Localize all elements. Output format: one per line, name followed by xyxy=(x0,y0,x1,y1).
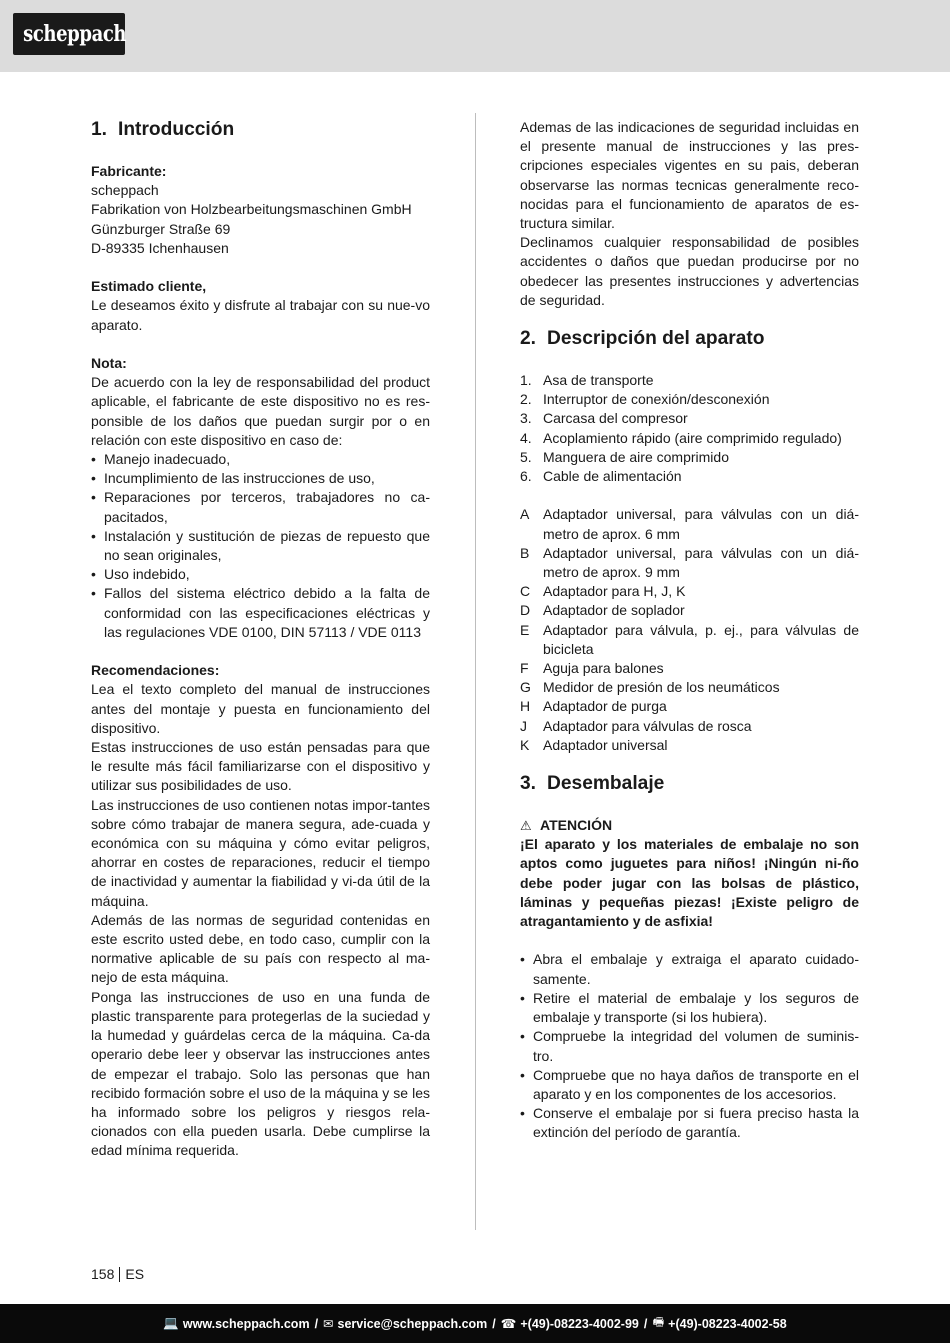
bullet-marker: • xyxy=(520,989,525,1006)
list-marker: 2. xyxy=(520,391,532,408)
bullet-text: Instalación y sustitución de piezas de repuesto que no sean originales, xyxy=(104,527,430,564)
header-band xyxy=(0,0,950,72)
warning-text: ¡El aparato y los materiales de embalaje no son aptos como juguetes para niños! ¡Ningún ni-ño debe poder jugar con las bolsas de plástico, láminas y pequeñas piezas! ¡Existe peligro de atragantamiento y de asfixia! xyxy=(520,836,859,930)
footer-separator: / xyxy=(314,1316,319,1331)
brand-logo-text: scheppach xyxy=(23,21,127,47)
section-3-number: 3. xyxy=(520,773,537,795)
list-text: Cable de alimentación xyxy=(543,468,682,485)
section-1-number: 1. xyxy=(91,119,108,140)
section-1-title: Introducción xyxy=(118,119,235,140)
numbered-part-item xyxy=(520,429,859,448)
lettered-parts-list xyxy=(520,505,859,755)
fabricante-line: Günzburger Straße 69 xyxy=(91,220,231,237)
nota-text: De acuerdo con la ley de responsabilidad del product aplicable, el fabricante de este dispositivo no es res-ponsible de los daños que puedan surgir por o en relación con este dispositivo en caso de: xyxy=(91,374,430,448)
warning-triangle-icon: ⚠ xyxy=(520,818,532,834)
page-number-value: 158 xyxy=(91,1266,115,1282)
nota-bullet-list xyxy=(91,450,430,642)
list-text: Carcasa del compresor xyxy=(543,410,688,427)
nota-label: Nota: xyxy=(91,355,127,371)
numbered-part-item xyxy=(520,371,859,390)
lettered-part-item xyxy=(520,601,859,620)
nota-bullet-item xyxy=(91,584,430,642)
lettered-part-item xyxy=(520,505,859,543)
list-marker: 3. xyxy=(520,410,532,427)
recomendaciones-paragraph: Ponga las instrucciones de uso en una funda de plastic transparente para protegerlas de la suciedad y la humedad y guárdelas cerca de la máquina. Ca-da operario debe leer y observar las instrucciones antes de empezar el trabajo. Solo las personas que han recibido formación sobre el uso de la máquina y se les ha informado sobre los peligros y riesgos rela-cionados con ella pueden usarla. Debe cumplirse la edad mínima requerida. xyxy=(91,988,430,1159)
bullet-text: Fallos del sistema eléctrico debido a la falta de conformidad con las especificaciones eléctricas y las regulaciones VDE 0100, DIN 57113 / VDE 0113 xyxy=(104,585,430,640)
list-marker: D xyxy=(520,602,531,619)
numbered-part-item xyxy=(520,467,859,486)
lettered-part-item xyxy=(520,659,859,678)
list-marker: A xyxy=(520,506,530,523)
unpack-bullet-item xyxy=(520,1104,859,1142)
bullet-marker: • xyxy=(520,1105,525,1122)
unpack-bullet-item xyxy=(520,989,859,1027)
lettered-part-item xyxy=(520,717,859,736)
numbered-part-item xyxy=(520,448,859,467)
fabricante-line: Fabrikation von Holzbearbeitungsmaschinen GmbH xyxy=(91,201,412,218)
list-marker: 6. xyxy=(520,468,532,485)
footer-email[interactable]: service@scheppach.com xyxy=(337,1316,488,1331)
cliente-label: Estimado cliente, xyxy=(91,278,207,295)
nota-bullet-item xyxy=(91,527,430,565)
list-marker: 5. xyxy=(520,448,532,465)
section-1-heading xyxy=(91,118,430,142)
list-text: Asa de transporte xyxy=(543,372,654,389)
list-text: Adaptador de soplador xyxy=(543,602,685,619)
list-text: Adaptador de purga xyxy=(543,698,667,715)
nota-bullet-item xyxy=(91,469,430,488)
numbered-part-item xyxy=(520,409,859,428)
list-text: Manguera de aire comprimido xyxy=(543,448,729,465)
list-text: Adaptador para válvula, p. ej., para válvulas de bicicleta xyxy=(543,621,859,657)
bullet-marker: • xyxy=(520,951,525,968)
page-number xyxy=(91,1265,144,1283)
cliente-text: Le deseamos éxito y disfrute al trabajar con su nue-vo aparato. xyxy=(91,297,430,333)
lettered-part-item xyxy=(520,621,859,659)
brand-logo xyxy=(13,13,125,55)
page-language: ES xyxy=(125,1266,145,1282)
nota-bullet-item xyxy=(91,450,430,469)
bullet-text: Uso indebido, xyxy=(104,566,190,583)
list-text: Adaptador universal xyxy=(543,736,668,753)
list-marker: F xyxy=(520,660,529,677)
fabricante-block xyxy=(91,181,430,258)
list-marker: 4. xyxy=(520,429,532,446)
recomendaciones-paragraph: Las instrucciones de uso contienen notas impor-tantes sobre cómo trabajar de manera segura, ade-cuada y económica con su máquina y cómo evitar peligros, ahorrar en costes de reparaciones, reducir el tiempo de inactividad y aumentar la fiabilidad y vi-da útil de la máquina. xyxy=(91,796,430,909)
numbered-parts-list xyxy=(520,371,859,486)
list-text: Adaptador universal, para válvulas con un diá-metro de aprox. 6 mm xyxy=(543,506,859,542)
bullet-text: Manejo inadecuado, xyxy=(104,451,231,468)
fabricante-label: Fabricante: xyxy=(91,163,167,179)
lettered-part-item xyxy=(520,544,859,582)
footer-fax: +(49)-08223-4002-58 xyxy=(668,1316,787,1331)
list-marker: H xyxy=(520,698,531,715)
list-text: Adaptador para válvulas de rosca xyxy=(543,717,752,734)
fax-icon: 🖷 xyxy=(652,1315,665,1329)
section-3-title: Desembalaje xyxy=(547,773,665,795)
list-text: Aguja para balones xyxy=(543,660,664,677)
bullet-marker: • xyxy=(91,527,96,544)
list-text: Medidor de presión de los neumáticos xyxy=(543,679,780,696)
warning-heading xyxy=(520,816,859,835)
recomendaciones-paragraph: Además de las normas de seguridad contenidas en este escrito usted debe, en todo caso, cumplir con la normative aplicable de su país con respecto al ma-nejo de esta máquina. xyxy=(91,911,430,986)
section-2-title: Descripción del aparato xyxy=(547,328,765,350)
list-marker: 1. xyxy=(520,372,532,389)
left-column xyxy=(91,118,430,1161)
footer-separator: / xyxy=(492,1316,496,1331)
lettered-part-item xyxy=(520,678,859,697)
bullet-text: Compruebe la integridad del volumen de suminis-tro. xyxy=(533,1028,859,1064)
section-2-heading xyxy=(520,327,859,351)
bullet-marker: • xyxy=(91,585,96,602)
intro-paragraph: Declinamos cualquier responsabilidad de posibles accidentes o daños que puedan producirse por no obedecer las presentes instrucciones y advertencias de seguridad. xyxy=(520,234,859,308)
unpack-bullet-item xyxy=(520,950,859,988)
bullet-text: Compruebe que no haya daños de transporte en el aparato y en los componentes de los accesorios. xyxy=(533,1066,859,1102)
list-marker: E xyxy=(520,621,530,638)
bullet-marker: • xyxy=(520,1066,525,1083)
footer-contact-bar xyxy=(0,1304,950,1343)
list-text: Interruptor de conexión/desconexión xyxy=(543,391,770,408)
bullet-marker: • xyxy=(91,489,96,506)
bullet-marker: • xyxy=(91,451,96,468)
column-divider xyxy=(475,113,476,1230)
bullet-text: Conserve el embalaje por si fuera preciso hasta la extinción del período de garantía. xyxy=(533,1105,859,1141)
intro-paragraph: Ademas de las indicaciones de seguridad incluidas en el presente manual de instrucciones y las pres-cripciones especiales vigentes en su pais, deberan observarse las normas tecnicas generalmente reco-nocidas para el funcionamiento de aparatos de es-tructura similar. xyxy=(520,119,859,232)
page-number-separator xyxy=(119,1267,120,1282)
bullet-text: Incumplimiento de las instrucciones de uso, xyxy=(104,470,375,487)
computer-icon: 💻 xyxy=(163,1316,179,1330)
bullet-text: Retire el material de embalaje y los seguros de embalaje y transporte (si los hubiera). xyxy=(533,989,859,1026)
bullet-marker: • xyxy=(91,566,96,583)
list-marker: J xyxy=(520,717,527,734)
recomendaciones-paragraph: Lea el texto completo del manual de instrucciones antes del montaje y puesta en funcionamiento del dispositivo. xyxy=(91,681,430,736)
fabricante-line: D-89335 Ichenhausen xyxy=(91,239,229,256)
list-marker: C xyxy=(520,583,531,600)
bullet-text: Abra el embalaje y extraiga el aparato cuidado-samente. xyxy=(533,951,859,987)
list-marker: K xyxy=(520,736,530,753)
phone-icon: ☎ xyxy=(500,1317,517,1331)
section-2-number: 2. xyxy=(520,328,537,350)
list-text: Adaptador para H, J, K xyxy=(543,583,686,600)
footer-website[interactable]: www.scheppach.com xyxy=(182,1316,310,1331)
list-text: Adaptador universal, para válvulas con un diá-metro de aprox. 9 mm xyxy=(543,544,859,581)
nota-bullet-item xyxy=(91,565,430,584)
bullet-marker: • xyxy=(520,1028,525,1045)
unpack-bullet-item xyxy=(520,1066,859,1104)
recomendaciones-paragraph: Estas instrucciones de uso están pensadas para que le resulte más fácil familiarizarse con el dispositivo y utilizar sus posibilidades de uso. xyxy=(91,739,430,794)
list-marker: B xyxy=(520,544,530,561)
recomendaciones-label: Recomendaciones: xyxy=(91,662,220,679)
mail-icon: ✉ xyxy=(323,1317,334,1331)
unpack-bullet-item xyxy=(520,1027,859,1065)
recomendaciones-body xyxy=(91,680,430,1160)
section-3-heading xyxy=(520,772,859,796)
bullet-text: Reparaciones por terceros, trabajadores no ca-pacitados, xyxy=(104,489,430,525)
right-column xyxy=(520,118,859,1143)
footer-separator: / xyxy=(643,1316,648,1331)
list-marker: G xyxy=(520,679,531,696)
unpack-bullet-list xyxy=(520,950,859,1142)
warning-title: ATENCIÓN xyxy=(540,817,613,834)
safety-intro xyxy=(520,118,859,310)
lettered-part-item xyxy=(520,697,859,716)
lettered-part-item xyxy=(520,582,859,601)
list-text: Acoplamiento rápido (aire comprimido regulado) xyxy=(543,429,842,446)
numbered-part-item xyxy=(520,390,859,409)
footer-phone: +(49)-08223-4002-99 xyxy=(520,1316,639,1331)
bullet-marker: • xyxy=(91,470,96,487)
fabricante-line: scheppach xyxy=(91,182,159,199)
nota-bullet-item xyxy=(91,488,430,526)
lettered-part-item xyxy=(520,736,859,755)
